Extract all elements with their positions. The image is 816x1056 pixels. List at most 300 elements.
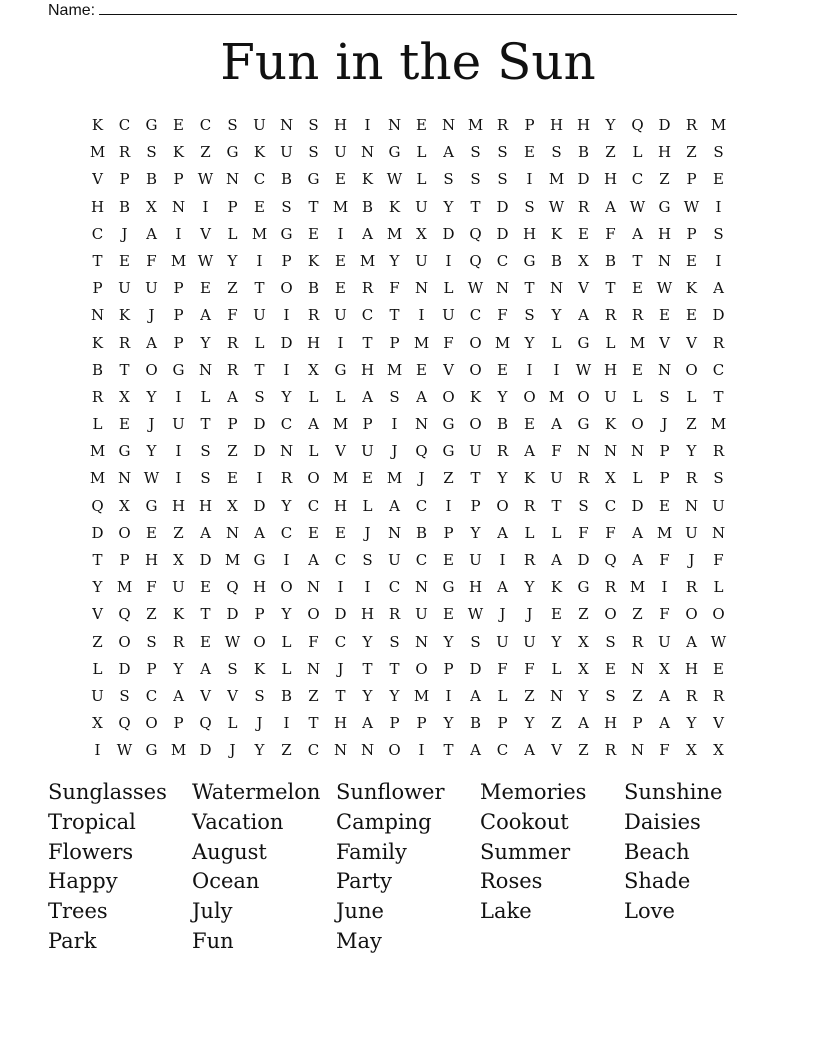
grid-letter: U [712, 496, 725, 515]
grid-letter: E [551, 605, 562, 624]
grid-letter: O [118, 632, 131, 651]
grid-letter: D [631, 496, 644, 515]
grid-letter: E [200, 279, 211, 298]
grid-letter: D [712, 306, 725, 325]
grid-letter: L [551, 523, 562, 542]
grid-letter: N [576, 442, 591, 461]
grid-letter: V [686, 333, 697, 352]
grid-letter: A [308, 551, 319, 569]
grid-letter: B [91, 360, 104, 379]
grid-letter: E [524, 415, 535, 434]
letter-grid [84, 112, 732, 765]
grid-letter: B [307, 279, 320, 298]
grid-letter: T [524, 279, 535, 298]
grid-letter: F [524, 659, 535, 678]
word-bank-item: Love [624, 899, 675, 924]
grid-letter: V [578, 279, 589, 298]
grid-letter: E [659, 306, 670, 325]
grid-letter: I [337, 333, 344, 352]
grid-letter: I [283, 306, 290, 325]
grid-letter: F [497, 659, 508, 678]
grid-letter: R [577, 469, 590, 488]
grid-letter: M [629, 578, 646, 597]
word-bank-item: Lake [480, 899, 532, 924]
grid-letter: O [469, 333, 482, 352]
grid-row [84, 547, 732, 574]
grid-letter: O [145, 714, 158, 733]
grid-letter: G [118, 442, 131, 461]
word-bank-item: Family [336, 839, 407, 864]
word-bank-item: Cookout [480, 809, 569, 834]
grid-letter: B [550, 251, 563, 270]
grid-letter: Q [631, 116, 644, 134]
grid-letter: P [686, 170, 697, 189]
grid-letter: P [281, 251, 292, 270]
grid-letter: R [712, 333, 725, 352]
grid-letter: B [577, 143, 590, 162]
grid-letter: G [253, 551, 266, 569]
grid-letter: N [90, 306, 105, 325]
grid-letter: S [470, 632, 481, 651]
grid-letter: M [710, 116, 727, 134]
grid-letter: L [524, 523, 535, 542]
name-field-row [48, 0, 748, 20]
grid-letter: I [283, 360, 290, 379]
grid-letter: R [226, 360, 239, 379]
grid-letter: S [713, 143, 724, 162]
grid-letter: C [253, 170, 266, 189]
grid-letter: H [198, 496, 213, 515]
grid-letter: Y [686, 714, 697, 733]
grid-letter: E [254, 197, 265, 216]
grid-letter: J [391, 442, 398, 461]
grid-letter: S [254, 686, 265, 705]
word-bank-item: May [336, 928, 382, 953]
grid-letter: B [118, 197, 131, 216]
grid-letter: A [254, 523, 265, 542]
grid-letter: T [308, 197, 319, 216]
grid-letter: Y [524, 578, 535, 597]
grid-letter: V [659, 333, 670, 352]
grid-letter: P [416, 714, 427, 733]
grid-letter: G [388, 143, 401, 162]
grid-row [84, 656, 732, 683]
grid-letter: M [89, 143, 106, 162]
grid-letter: D [334, 605, 347, 624]
grid-letter: W [575, 360, 592, 379]
grid-letter: F [443, 333, 454, 352]
grid-letter: G [145, 496, 158, 515]
grid-letter: S [443, 170, 454, 189]
grid-letter: S [470, 170, 481, 189]
grid-letter: L [713, 578, 724, 597]
grid-letter: U [334, 306, 347, 325]
grid-letter: K [604, 415, 617, 434]
grid-row [84, 438, 732, 465]
grid-letter: C [334, 632, 347, 651]
grid-letter: R [523, 496, 536, 515]
grid-letter: K [91, 116, 104, 134]
grid-letter: E [335, 251, 346, 270]
grid-letter: Z [227, 442, 238, 461]
grid-letter: A [578, 714, 589, 733]
grid-letter: Y [443, 197, 454, 216]
grid-letter: A [713, 279, 724, 298]
grid-letter: E [335, 279, 346, 298]
grid-letter: X [605, 469, 616, 488]
grid-letter: K [91, 333, 104, 352]
grid-letter: R [631, 306, 644, 325]
grid-letter: E [632, 360, 643, 379]
grid-letter: Y [443, 632, 454, 651]
grid-letter: P [92, 279, 103, 298]
grid-letter: N [495, 279, 510, 298]
grid-letter: U [496, 632, 509, 651]
grid-letter: X [713, 741, 724, 760]
grid-letter: T [443, 741, 454, 760]
grid-letter: A [362, 714, 373, 733]
grid-letter: L [308, 387, 319, 406]
grid-letter: P [389, 333, 400, 352]
grid-letter: J [688, 551, 695, 569]
grid-letter: E [713, 659, 724, 678]
grid-letter: P [173, 170, 184, 189]
grid-letter: H [657, 224, 672, 243]
grid-letter: D [577, 551, 590, 569]
grid-letter: Q [118, 714, 131, 733]
grid-letter: M [89, 442, 106, 461]
grid-letter: Y [497, 387, 508, 406]
grid-letter: M [386, 224, 403, 243]
grid-letter: S [389, 387, 400, 406]
grid-letter: S [308, 116, 319, 134]
grid-letter: R [604, 741, 617, 760]
grid-letter: I [391, 415, 398, 434]
word-bank-item: Sunflower [336, 780, 445, 804]
grid-letter: L [362, 496, 373, 515]
grid-letter: F [659, 605, 670, 624]
grid-letter: E [578, 224, 589, 243]
grid-letter: M [467, 116, 484, 134]
grid-letter: P [659, 469, 670, 488]
grid-letter: V [200, 686, 211, 705]
grid-letter: K [550, 578, 563, 597]
grid-letter: A [470, 686, 481, 705]
grid-letter: T [254, 279, 265, 298]
grid-letter: S [497, 170, 508, 189]
grid-row [84, 683, 732, 710]
grid-letter: U [469, 551, 482, 569]
grid-letter: F [659, 551, 670, 569]
grid-letter: D [469, 659, 482, 678]
grid-letter: P [659, 442, 670, 461]
grid-letter: X [578, 251, 589, 270]
grid-letter: M [224, 551, 241, 569]
grid-letter: Y [281, 387, 292, 406]
grid-letter: E [362, 469, 373, 488]
grid-letter: C [334, 551, 347, 569]
grid-letter: S [362, 551, 373, 569]
grid-letter: X [308, 360, 319, 379]
grid-letter: A [632, 224, 643, 243]
grid-letter: L [632, 387, 643, 406]
word-bank-item: Sunshine [624, 780, 723, 804]
grid-letter: U [469, 442, 482, 461]
grid-letter: T [254, 360, 265, 379]
grid-letter: W [710, 632, 727, 651]
grid-letter: H [333, 714, 348, 733]
grid-letter: T [362, 333, 373, 352]
grid-letter: P [497, 714, 508, 733]
grid-letter: W [197, 251, 214, 270]
grid-row [84, 357, 732, 384]
grid-letter: U [604, 387, 617, 406]
grid-letter: B [361, 197, 374, 216]
grid-letter: J [337, 659, 344, 678]
grid-letter: R [496, 116, 509, 134]
grid-letter: Q [469, 251, 482, 270]
grid-letter: H [360, 360, 375, 379]
grid-letter: S [308, 143, 319, 162]
word-bank-item: August [192, 839, 267, 864]
grid-letter: Z [632, 605, 643, 624]
grid-letter: D [253, 496, 266, 515]
grid-letter: S [578, 496, 589, 515]
grid-letter: R [631, 632, 644, 651]
grid-letter: E [416, 116, 427, 134]
grid-letter: Q [118, 605, 131, 624]
grid-letter: Q [199, 714, 212, 733]
grid-letter: D [199, 741, 212, 760]
grid-letter: C [307, 741, 320, 760]
grid-letter: C [361, 306, 374, 325]
grid-letter: B [415, 523, 428, 542]
grid-letter: P [173, 714, 184, 733]
grid-letter: V [335, 442, 346, 461]
grid-letter: E [173, 116, 184, 134]
grid-letter: B [280, 686, 293, 705]
grid-letter: M [332, 469, 349, 488]
grid-letter: Y [362, 686, 373, 705]
grid-letter: C [415, 551, 428, 569]
grid-letter: G [577, 578, 590, 597]
grid-letter: U [145, 279, 158, 298]
grid-letter: T [551, 496, 562, 515]
grid-letter: X [119, 496, 130, 515]
grid-letter: J [364, 523, 371, 542]
grid-letter: N [225, 523, 240, 542]
name-blank-line[interactable] [99, 0, 737, 15]
grid-letter: I [94, 741, 101, 760]
word-bank-item: Roses [480, 869, 543, 894]
grid-letter: D [199, 551, 212, 569]
grid-letter: E [335, 170, 346, 189]
grid-letter: N [279, 116, 294, 134]
grid-letter: H [603, 170, 618, 189]
grid-letter: Y [524, 714, 535, 733]
grid-letter: M [332, 415, 349, 434]
grid-letter: Z [443, 469, 454, 488]
grid-letter: Z [632, 686, 643, 705]
grid-letter: N [711, 523, 726, 542]
grid-letter: N [387, 116, 402, 134]
grid-letter: P [443, 523, 454, 542]
grid-letter: J [148, 306, 155, 325]
grid-letter: I [661, 578, 668, 597]
grid-letter: M [386, 360, 403, 379]
grid-letter: J [526, 605, 533, 624]
grid-letter: L [632, 469, 643, 488]
grid-letter: K [253, 143, 266, 162]
grid-letter: G [658, 197, 671, 216]
grid-letter: N [603, 442, 618, 461]
grid-letter: B [496, 415, 509, 434]
grid-letter: M [251, 224, 268, 243]
grid-letter: F [659, 741, 670, 760]
grid-letter: T [200, 415, 211, 434]
grid-letter: N [549, 279, 564, 298]
grid-letter: R [361, 279, 374, 298]
grid-row [84, 601, 732, 628]
grid-letter: O [388, 741, 401, 760]
grid-letter: F [497, 306, 508, 325]
grid-letter: I [337, 224, 344, 243]
grid-letter: M [89, 469, 106, 488]
grid-letter: A [200, 306, 211, 325]
grid-letter: E [686, 251, 697, 270]
grid-letter: I [364, 578, 371, 597]
grid-letter: A [551, 415, 562, 434]
grid-letter: Z [659, 170, 670, 189]
grid-row [84, 411, 732, 438]
grid-letter: U [523, 632, 536, 651]
grid-letter: I [526, 170, 533, 189]
grid-letter: Y [551, 306, 562, 325]
grid-letter: P [173, 306, 184, 325]
grid-letter: O [685, 360, 698, 379]
grid-letter: N [441, 116, 456, 134]
word-bank-item: July [192, 899, 233, 924]
word-bank-item: Shade [624, 869, 691, 894]
grid-letter: G [172, 360, 185, 379]
grid-letter: D [577, 170, 590, 189]
grid-letter: P [389, 714, 400, 733]
grid-letter: V [713, 714, 724, 733]
grid-letter: A [200, 659, 211, 678]
grid-letter: I [445, 686, 452, 705]
grid-letter: N [306, 578, 321, 597]
grid-letter: F [605, 523, 616, 542]
grid-letter: C [280, 415, 293, 434]
grid-letter: E [119, 415, 130, 434]
word-bank-item: Trees [48, 899, 108, 924]
grid-letter: M [413, 686, 430, 705]
grid-letter: O [469, 415, 482, 434]
grid-letter: M [548, 170, 565, 189]
grid-letter: Z [578, 605, 589, 624]
grid-letter: R [685, 116, 698, 134]
grid-letter: T [713, 387, 724, 406]
grid-letter: S [146, 143, 157, 162]
grid-letter: W [197, 170, 214, 189]
grid-letter: I [364, 116, 371, 134]
word-bank-item: Vacation [192, 809, 284, 834]
grid-letter: Z [92, 632, 103, 651]
grid-letter: N [630, 442, 645, 461]
grid-letter: U [118, 279, 131, 298]
grid-letter: J [499, 605, 506, 624]
grid-letter: F [389, 279, 400, 298]
grid-letter: L [227, 714, 238, 733]
grid-letter: W [683, 197, 700, 216]
grid-letter: E [524, 143, 535, 162]
grid-letter: Y [146, 387, 157, 406]
grid-letter: L [686, 387, 697, 406]
grid-letter: Y [470, 523, 481, 542]
grid-letter: A [659, 686, 670, 705]
grid-letter: E [308, 224, 319, 243]
grid-letter: D [280, 333, 293, 352]
grid-letter: X [686, 741, 697, 760]
grid-letter: G [145, 116, 158, 134]
grid-letter: H [333, 496, 348, 515]
grid-letter: H [360, 605, 375, 624]
grid-letter: V [200, 224, 211, 243]
grid-letter: F [146, 251, 157, 270]
grid-letter: U [172, 415, 185, 434]
grid-letter: L [335, 387, 346, 406]
grid-letter: L [200, 387, 211, 406]
grid-letter: U [253, 306, 266, 325]
grid-letter: S [200, 469, 211, 488]
word-bank-item: June [336, 899, 384, 924]
word-bank-item: Park [48, 928, 97, 953]
grid-letter: S [146, 632, 157, 651]
grid-letter: Z [524, 686, 535, 705]
grid-letter: H [171, 496, 186, 515]
grid-letter: I [526, 360, 533, 379]
grid-letter: T [389, 306, 400, 325]
grid-letter: E [119, 251, 130, 270]
grid-letter: A [362, 224, 373, 243]
grid-letter: H [657, 143, 672, 162]
grid-letter: M [548, 387, 565, 406]
grid-letter: K [685, 279, 698, 298]
grid-letter: N [171, 197, 186, 216]
word-bank-item: Ocean [192, 869, 260, 894]
grid-row [84, 112, 732, 139]
grid-letter: Z [200, 143, 211, 162]
grid-letter: H [576, 116, 591, 134]
grid-letter: O [280, 578, 293, 597]
grid-letter: D [496, 197, 509, 216]
grid-letter: Z [146, 605, 157, 624]
grid-letter: Y [227, 251, 238, 270]
grid-letter: E [443, 605, 454, 624]
grid-letter: L [308, 442, 319, 461]
grid-letter: E [335, 523, 346, 542]
grid-letter: H [603, 714, 618, 733]
grid-row [84, 166, 732, 193]
grid-letter: B [145, 170, 158, 189]
grid-letter: L [416, 170, 427, 189]
grid-letter: S [227, 659, 238, 678]
grid-letter: A [632, 551, 643, 569]
grid-letter: U [91, 686, 104, 705]
grid-letter: A [443, 143, 454, 162]
grid-letter: F [713, 551, 724, 569]
grid-letter: Z [173, 523, 184, 542]
